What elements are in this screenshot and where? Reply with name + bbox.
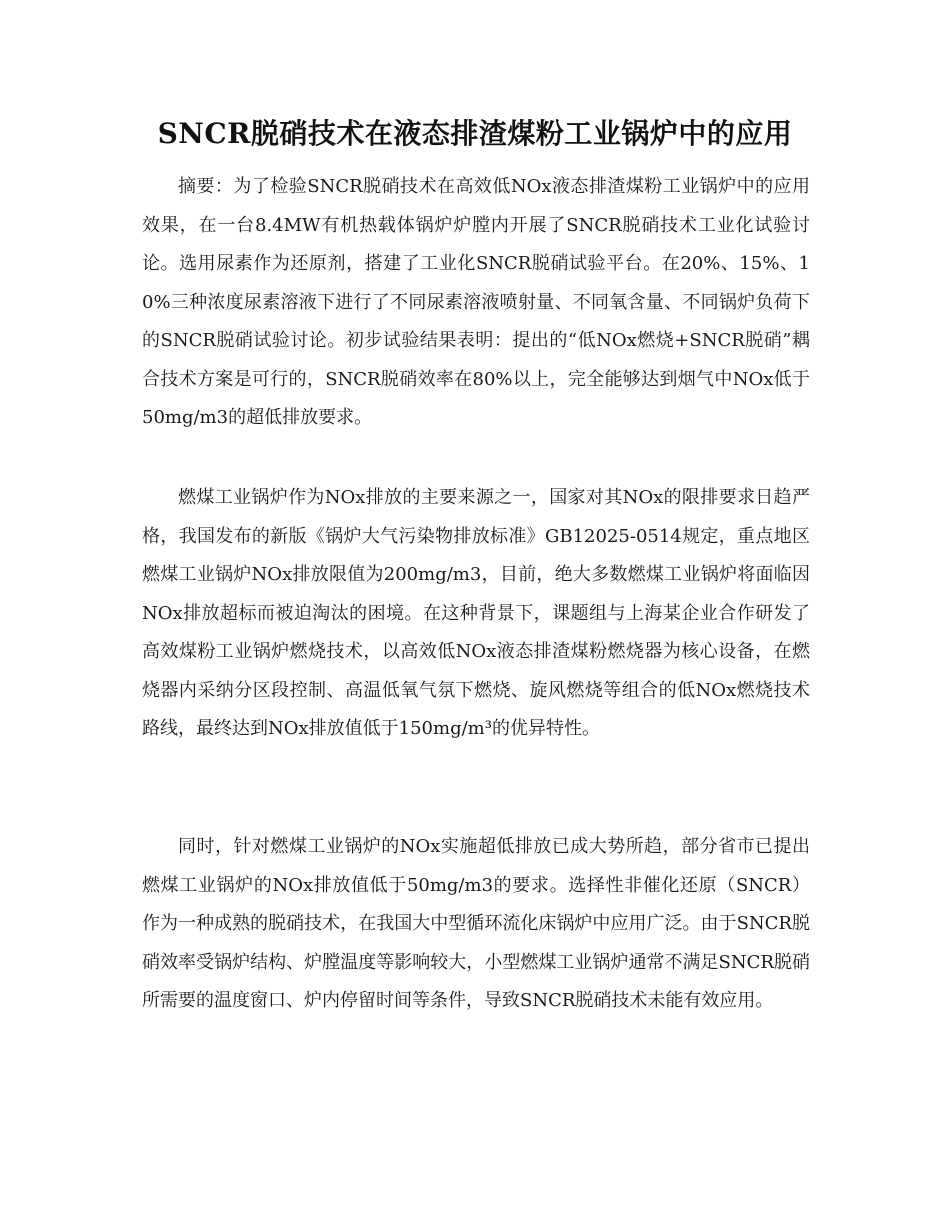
- body-paragraph: [142, 479, 810, 749]
- abstract-paragraph: [142, 168, 810, 438]
- paragraph-text: 摘要：为了检验SNCR脱硝技术在高效低NOx液态排渣煤粉工业锅炉中的应用效果，在一台8.4MW有机热载体锅炉炉膛内开展了SNCR脱硝技术工业化试验讨论。选用尿素作为还原剂，搭建了工业化SNCR脱硝试验平台。在20%、15%、10%三种浓度尿素溶液下进行了不同尿素溶液喷射量、不同氧含量、不同锅炉负荷下的SNCR脱硝试验讨论。初步试验结果表明：提出的“低NOx燃烧+SNCR脱硝”耦合技术方案是可行的，SNCR脱硝效率在80%以上，完全能够达到烟气中NOx低于50mg/m3的超低排放要求。: [142, 176, 810, 428]
- paragraph-text: 同时，针对燃煤工业锅炉的NOx实施超低排放已成大势所趋，部分省市已提出燃煤工业锅炉的NOx排放值低于50mg/m3的要求。选择性非催化还原（SNCR）作为一种成熟的脱硝技术，在我国大中型循环流化床锅炉中应用广泛。由于SNCR脱硝效率受锅炉结构、炉膛温度等影响较大，小型燃煤工业锅炉通常不满足SNCR脱硝所需要的温度窗口、炉内停留时间等条件，导致SNCR脱硝技术未能有效应用。: [142, 836, 810, 1011]
- paragraph-text: 燃煤工业锅炉作为NOx排放的主要来源之一，国家对其NOx的限排要求日趋严格，我国发布的新版《锅炉大气污染物排放标准》GB12025-0514规定，重点地区燃煤工业锅炉NOx排放限值为200mg/m3，目前，绝大多数燃煤工业锅炉将面临因NOx排放超标而被迫淘汰的困境。在这种背景下，课题组与上海某企业合作研发了高效煤粉工业锅炉燃烧技术，以高效低NOx液态排渣煤粉燃烧器为核心设备，在燃烧器内采纳分区段控制、高温低氧气氛下燃烧、旋风燃烧等组合的低NOx燃烧技术路线，最终达到NOx排放值低于150mg/m³的优异特性。: [142, 487, 810, 739]
- body-paragraph: [142, 828, 810, 1021]
- document-title: SNCR脱硝技术在液态排渣煤粉工业锅炉中的应用: [157, 117, 793, 150]
